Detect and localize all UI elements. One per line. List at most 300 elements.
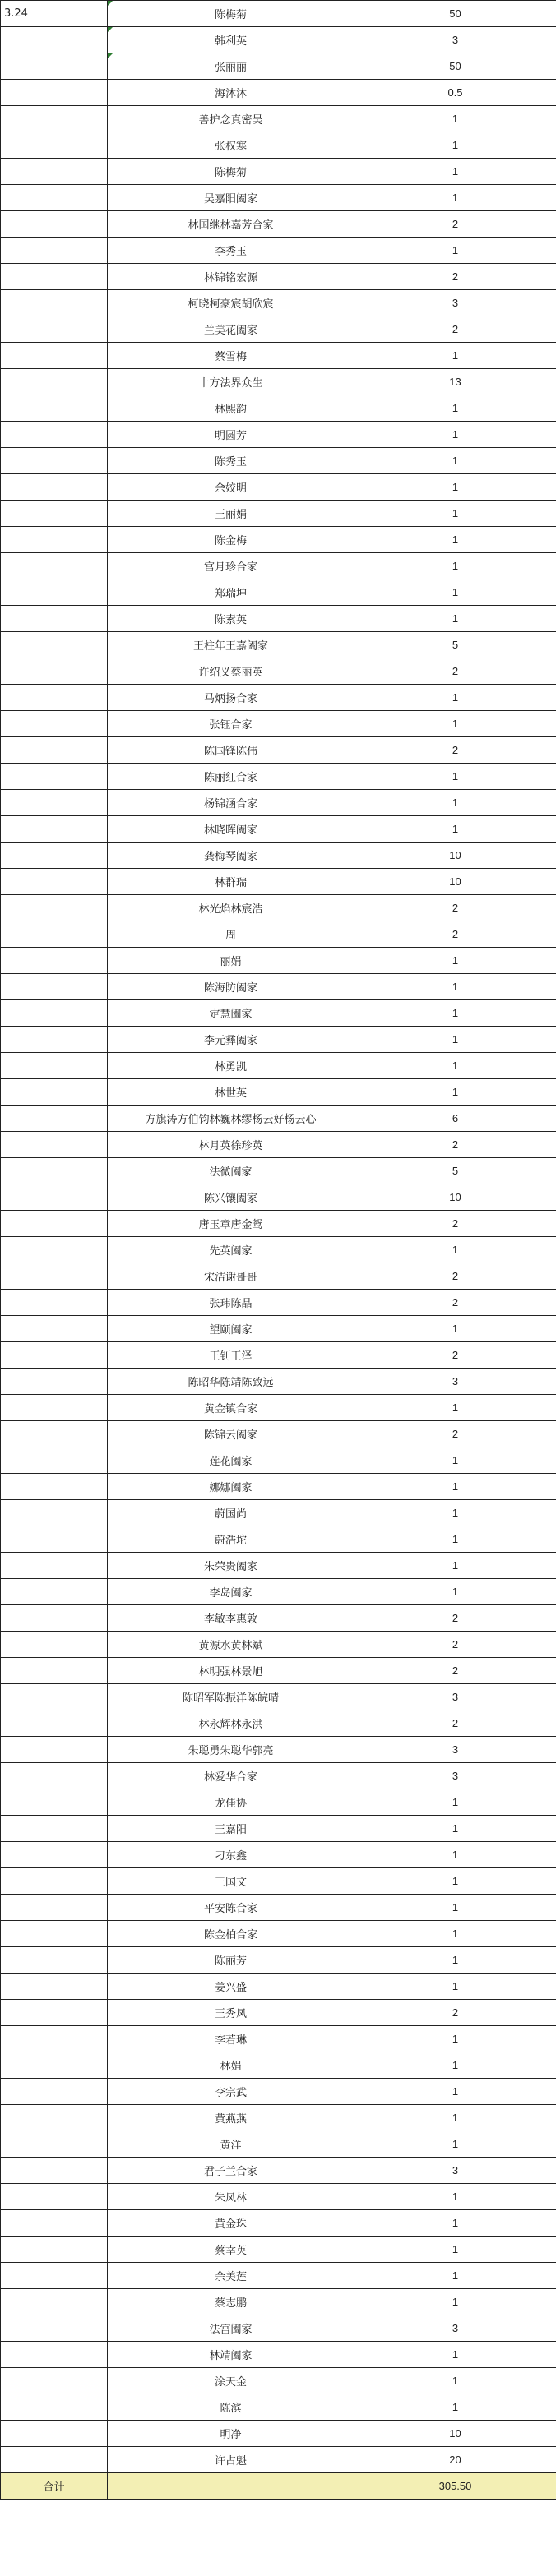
amount-cell[interactable]: 2 (354, 658, 556, 685)
amount-cell[interactable]: 3 (354, 290, 556, 316)
donor-name-cell[interactable]: 陈素英 (108, 606, 354, 632)
date-cell[interactable] (1, 211, 108, 238)
amount-cell[interactable]: 1 (354, 1789, 556, 1816)
donor-name-cell[interactable]: 王钊王泽 (108, 1342, 354, 1369)
donor-name-cell[interactable]: 林永辉林永洪 (108, 1710, 354, 1737)
date-cell[interactable] (1, 1106, 108, 1132)
amount-cell[interactable]: 2 (354, 1632, 556, 1658)
table-row (1, 2368, 556, 2394)
amount-cell[interactable]: 2 (354, 895, 556, 921)
date-cell[interactable] (1, 2131, 108, 2158)
table-row (1, 1106, 556, 1132)
amount-cell[interactable]: 1 (354, 185, 556, 211)
donor-name-cell[interactable]: 王丽娟 (108, 501, 354, 527)
donor-name-cell[interactable]: 先英阖家 (108, 1237, 354, 1263)
amount-cell[interactable]: 1 (354, 1447, 556, 1474)
donor-name-cell[interactable]: 蔡幸英 (108, 2237, 354, 2263)
total-amount[interactable]: 305.50 (354, 2473, 556, 2500)
donor-name-cell[interactable]: 李敏李惠敦 (108, 1605, 354, 1632)
donor-name-cell[interactable]: 陈秀玉 (108, 448, 354, 474)
donor-name-cell[interactable]: 李宗武 (108, 2079, 354, 2105)
donor-name-cell[interactable]: 李元彝阖家 (108, 1027, 354, 1053)
table-row (1, 448, 556, 474)
donor-name-cell[interactable]: 张权寒 (108, 132, 354, 159)
table-row (1, 132, 556, 159)
amount-cell[interactable]: 10 (354, 843, 556, 869)
amount-cell[interactable]: 1 (354, 1079, 556, 1106)
amount-cell[interactable]: 1 (354, 1474, 556, 1500)
donor-name-cell[interactable]: 林勇凯 (108, 1053, 354, 1079)
date-cell[interactable] (1, 1868, 108, 1895)
date-cell[interactable] (1, 2026, 108, 2052)
amount-cell[interactable]: 2 (354, 921, 556, 948)
amount-cell[interactable]: 3 (354, 1369, 556, 1395)
amount-cell[interactable]: 6 (354, 1106, 556, 1132)
donor-name-cell[interactable]: 法微阖家 (108, 1158, 354, 1184)
amount-cell[interactable]: 1 (354, 2184, 556, 2210)
date-cell[interactable] (1, 1079, 108, 1106)
date-cell[interactable] (1, 632, 108, 658)
date-cell[interactable] (1, 1474, 108, 1500)
donor-name-cell[interactable]: 林熙韵 (108, 395, 354, 422)
date-cell[interactable] (1, 1579, 108, 1605)
date-cell[interactable] (1, 606, 108, 632)
donor-name-cell[interactable]: 林靖阖家 (108, 2342, 354, 2368)
date-cell[interactable] (1, 816, 108, 843)
date-cell[interactable] (1, 895, 108, 921)
amount-cell[interactable]: 2 (354, 211, 556, 238)
table-row (1, 1763, 556, 1789)
date-cell[interactable] (1, 159, 108, 185)
amount-cell[interactable]: 0.5 (354, 80, 556, 106)
date-cell[interactable] (1, 1526, 108, 1553)
date-cell[interactable] (1, 2210, 108, 2237)
date-cell[interactable] (1, 1000, 108, 1027)
donor-name-cell[interactable]: 娜娜阖家 (108, 1474, 354, 1500)
donor-name-cell[interactable]: 姜兴盛 (108, 1974, 354, 2000)
amount-cell[interactable]: 1 (354, 1053, 556, 1079)
donor-name-cell[interactable]: 善护念真密吴 (108, 106, 354, 132)
donor-name-cell[interactable]: 王秀凤 (108, 2000, 354, 2026)
amount-cell[interactable]: 1 (354, 2026, 556, 2052)
amount-cell[interactable]: 1 (354, 422, 556, 448)
amount-cell[interactable]: 2 (354, 1211, 556, 1237)
donor-name-cell[interactable]: 陈海防阖家 (108, 974, 354, 1000)
amount-cell[interactable]: 1 (354, 1500, 556, 1526)
donor-name-cell[interactable]: 李岛阖家 (108, 1579, 354, 1605)
donor-name-cell[interactable]: 王柱年王嘉阖家 (108, 632, 354, 658)
date-cell[interactable] (1, 1184, 108, 1211)
amount-cell[interactable]: 3 (354, 2158, 556, 2184)
amount-cell[interactable]: 1 (354, 1000, 556, 1027)
donor-name-cell[interactable]: 陈国锋陈伟 (108, 737, 354, 764)
date-cell[interactable] (1, 948, 108, 974)
donor-name-cell[interactable]: 蔡雪梅 (108, 343, 354, 369)
amount-cell[interactable]: 1 (354, 1579, 556, 1605)
donor-name-cell[interactable]: 唐玉章唐金鸳 (108, 1211, 354, 1237)
amount-cell[interactable]: 1 (354, 1316, 556, 1342)
donor-name-cell[interactable]: 黄洋 (108, 2131, 354, 2158)
donor-name-cell[interactable]: 龙佳协 (108, 1789, 354, 1816)
amount-cell[interactable]: 2 (354, 1132, 556, 1158)
amount-cell[interactable]: 1 (354, 948, 556, 974)
amount-cell[interactable]: 3 (354, 2315, 556, 2342)
amount-cell[interactable]: 2 (354, 1605, 556, 1632)
date-cell[interactable] (1, 711, 108, 737)
donor-name-cell[interactable]: 柯晓柯豪宸胡欣宸 (108, 290, 354, 316)
donor-name-cell[interactable]: 黄源水黄林斌 (108, 1632, 354, 1658)
donor-name-cell[interactable]: 王国文 (108, 1868, 354, 1895)
donor-name-cell[interactable]: 平安陈合家 (108, 1895, 354, 1921)
amount-cell[interactable]: 50 (354, 53, 556, 80)
date-cell[interactable] (1, 790, 108, 816)
date-cell[interactable] (1, 1369, 108, 1395)
amount-cell[interactable]: 2 (354, 1263, 556, 1290)
donor-name-cell[interactable]: 许占魁 (108, 2447, 354, 2473)
date-cell[interactable] (1, 395, 108, 422)
amount-cell[interactable]: 1 (354, 238, 556, 264)
date-cell[interactable] (1, 974, 108, 1000)
amount-cell[interactable]: 5 (354, 1158, 556, 1184)
date-cell[interactable] (1, 1921, 108, 1947)
date-cell[interactable] (1, 2000, 108, 2026)
date-cell[interactable] (1, 27, 108, 53)
donor-name-cell[interactable]: 兰美花阖家 (108, 316, 354, 343)
amount-cell[interactable]: 1 (354, 132, 556, 159)
donor-name-cell[interactable]: 龚梅琴阖家 (108, 843, 354, 869)
date-cell[interactable] (1, 106, 108, 132)
table-row (1, 1789, 556, 1816)
amount-cell[interactable]: 1 (354, 1895, 556, 1921)
amount-cell[interactable]: 2 (354, 737, 556, 764)
date-cell[interactable] (1, 1974, 108, 2000)
amount-cell[interactable]: 2 (354, 2000, 556, 2026)
donor-name-cell[interactable]: 陈锦云阖家 (108, 1421, 354, 1447)
amount-cell[interactable]: 1 (354, 2105, 556, 2131)
donor-name-cell[interactable]: 黄金镇合家 (108, 1395, 354, 1421)
amount-cell[interactable]: 10 (354, 869, 556, 895)
amount-cell[interactable]: 1 (354, 2342, 556, 2368)
date-cell[interactable] (1, 290, 108, 316)
date-cell[interactable] (1, 80, 108, 106)
amount-cell[interactable]: 1 (354, 474, 556, 501)
amount-cell[interactable]: 3 (354, 1737, 556, 1763)
amount-cell[interactable]: 1 (354, 395, 556, 422)
date-cell[interactable] (1, 1632, 108, 1658)
amount-cell[interactable]: 1 (354, 2368, 556, 2394)
date-cell[interactable] (1, 1789, 108, 1816)
date-cell[interactable] (1, 1500, 108, 1526)
date-cell[interactable] (1, 1027, 108, 1053)
table-row (1, 790, 556, 816)
date-cell[interactable] (1, 185, 108, 211)
table-row (1, 1974, 556, 2000)
donor-name-cell[interactable]: 陈金梅 (108, 527, 354, 553)
donor-name-cell[interactable]: 林世英 (108, 1079, 354, 1106)
date-cell[interactable] (1, 2052, 108, 2079)
donor-name-cell[interactable]: 马炳扬合家 (108, 685, 354, 711)
donor-name-cell[interactable]: 黄燕燕 (108, 2105, 354, 2131)
amount-cell[interactable]: 1 (354, 1974, 556, 2000)
donor-name-cell[interactable]: 蔚浩坨 (108, 1526, 354, 1553)
date-cell[interactable] (1, 2421, 108, 2447)
amount-cell[interactable]: 5 (354, 632, 556, 658)
donor-name-cell[interactable]: 陈梅菊 (108, 1, 354, 27)
date-cell[interactable] (1, 921, 108, 948)
date-cell[interactable] (1, 2394, 108, 2421)
date-cell[interactable] (1, 2368, 108, 2394)
date-cell[interactable] (1, 2237, 108, 2263)
donor-name-cell[interactable]: 朱聪勇朱聪华郭亮 (108, 1737, 354, 1763)
date-cell[interactable] (1, 553, 108, 579)
donor-name-cell[interactable]: 陈丽红合家 (108, 764, 354, 790)
donor-name-cell[interactable]: 李秀玉 (108, 238, 354, 264)
amount-cell[interactable]: 1 (354, 816, 556, 843)
date-cell[interactable] (1, 369, 108, 395)
amount-cell[interactable]: 20 (354, 2447, 556, 2473)
amount-cell[interactable]: 50 (354, 1, 556, 27)
table-row (1, 1500, 556, 1526)
donor-name-cell[interactable]: 王嘉阳 (108, 1816, 354, 1842)
date-cell[interactable] (1, 316, 108, 343)
amount-cell[interactable]: 10 (354, 1184, 556, 1211)
date-cell[interactable] (1, 1947, 108, 1974)
donor-name-cell[interactable]: 朱荣贵阖家 (108, 1553, 354, 1579)
amount-cell[interactable]: 1 (354, 790, 556, 816)
amount-cell[interactable]: 2 (354, 1658, 556, 1684)
donor-name-cell[interactable]: 张丽丽 (108, 53, 354, 80)
donor-name-cell[interactable]: 涂天金 (108, 2368, 354, 2394)
donor-name-cell[interactable]: 郑瑞坤 (108, 579, 354, 606)
amount-cell[interactable]: 3 (354, 27, 556, 53)
date-cell[interactable] (1, 1658, 108, 1684)
amount-cell[interactable]: 1 (354, 2289, 556, 2315)
date-cell[interactable] (1, 2289, 108, 2315)
amount-cell[interactable]: 1 (354, 343, 556, 369)
table-row (1, 764, 556, 790)
amount-cell[interactable]: 1 (354, 1816, 556, 1842)
date-cell[interactable] (1, 2315, 108, 2342)
table-row (1, 1895, 556, 1921)
donor-name-cell[interactable]: 林月英徐珍英 (108, 1132, 354, 1158)
date-cell[interactable] (1, 2079, 108, 2105)
donor-name-cell[interactable]: 林明强林景旭 (108, 1658, 354, 1684)
amount-cell[interactable]: 13 (354, 369, 556, 395)
amount-cell[interactable]: 1 (354, 1553, 556, 1579)
date-cell[interactable] (1, 1605, 108, 1632)
donor-name-cell[interactable]: 陈兴镶阖家 (108, 1184, 354, 1211)
donor-name-cell[interactable]: 陈丽芳 (108, 1947, 354, 1974)
date-cell[interactable] (1, 1895, 108, 1921)
table-row (1, 343, 556, 369)
date-cell[interactable] (1, 685, 108, 711)
donor-name-cell[interactable]: 黄金珠 (108, 2210, 354, 2237)
donor-name-cell[interactable]: 陈金柏合家 (108, 1921, 354, 1947)
date-cell[interactable] (1, 843, 108, 869)
date-cell[interactable] (1, 1263, 108, 1290)
date-cell[interactable] (1, 2184, 108, 2210)
date-cell[interactable] (1, 264, 108, 290)
donor-name-cell[interactable]: 韩利英 (108, 27, 354, 53)
amount-cell[interactable]: 1 (354, 685, 556, 711)
amount-cell[interactable]: 1 (354, 1921, 556, 1947)
donor-name-cell[interactable]: 陈昭华陈靖陈致远 (108, 1369, 354, 1395)
amount-cell[interactable]: 1 (354, 527, 556, 553)
date-cell[interactable] (1, 2447, 108, 2473)
donor-name-cell[interactable]: 张玮陈晶 (108, 1290, 354, 1316)
date-cell[interactable] (1, 658, 108, 685)
donor-name-cell[interactable]: 丽娟 (108, 948, 354, 974)
amount-cell[interactable]: 1 (354, 501, 556, 527)
date-cell[interactable] (1, 1342, 108, 1369)
date-cell[interactable] (1, 2158, 108, 2184)
amount-cell[interactable]: 3 (354, 1763, 556, 1789)
amount-cell[interactable]: 1 (354, 764, 556, 790)
amount-cell[interactable]: 2 (354, 264, 556, 290)
donor-name-cell[interactable]: 林群瑞 (108, 869, 354, 895)
date-cell[interactable] (1, 1158, 108, 1184)
donor-name-cell[interactable]: 余姣明 (108, 474, 354, 501)
table-row (1, 1369, 556, 1395)
amount-cell[interactable]: 1 (354, 974, 556, 1000)
donor-name-cell[interactable]: 蔡志鹏 (108, 2289, 354, 2315)
donor-name-cell[interactable]: 明净 (108, 2421, 354, 2447)
amount-cell[interactable]: 1 (354, 579, 556, 606)
date-cell[interactable] (1, 501, 108, 527)
date-cell[interactable] (1, 1290, 108, 1316)
amount-cell[interactable]: 1 (354, 2210, 556, 2237)
donor-name-cell[interactable]: 杨锦涵合家 (108, 790, 354, 816)
date-cell[interactable] (1, 869, 108, 895)
donor-name-cell[interactable]: 明圆芳 (108, 422, 354, 448)
donor-name-cell[interactable]: 吴嘉阳阖家 (108, 185, 354, 211)
donor-name-cell[interactable]: 李若琳 (108, 2026, 354, 2052)
amount-cell[interactable]: 2 (354, 1710, 556, 1737)
date-cell[interactable] (1, 343, 108, 369)
amount-cell[interactable]: 1 (354, 1842, 556, 1868)
donor-name-cell[interactable]: 法宫阖家 (108, 2315, 354, 2342)
donor-name-cell[interactable]: 林晓晖阖家 (108, 816, 354, 843)
amount-cell[interactable]: 1 (354, 1395, 556, 1421)
amount-cell[interactable]: 1 (354, 2052, 556, 2079)
date-cell[interactable] (1, 1395, 108, 1421)
donor-name-cell[interactable]: 周 (108, 921, 354, 948)
donor-name-cell[interactable]: 君子兰合家 (108, 2158, 354, 2184)
amount-cell[interactable]: 1 (354, 553, 556, 579)
amount-cell[interactable]: 1 (354, 106, 556, 132)
amount-cell[interactable]: 1 (354, 1868, 556, 1895)
date-cell[interactable] (1, 53, 108, 80)
amount-cell[interactable]: 1 (354, 711, 556, 737)
total-label[interactable]: 合计 (1, 2473, 108, 2500)
date-cell[interactable] (1, 737, 108, 764)
date-cell[interactable] (1, 2105, 108, 2131)
date-cell[interactable] (1, 1421, 108, 1447)
date-cell[interactable] (1, 1763, 108, 1789)
donor-name-cell[interactable]: 林娟 (108, 2052, 354, 2079)
donor-name-cell[interactable]: 刁东鑫 (108, 1842, 354, 1868)
date-cell[interactable] (1, 527, 108, 553)
date-cell[interactable] (1, 1842, 108, 1868)
amount-cell[interactable]: 1 (354, 606, 556, 632)
donor-name-cell[interactable]: 陈梅菊 (108, 159, 354, 185)
amount-cell[interactable]: 1 (354, 2079, 556, 2105)
amount-cell[interactable]: 1 (354, 1947, 556, 1974)
date-cell[interactable] (1, 764, 108, 790)
donor-name-cell[interactable]: 许绍义蔡丽英 (108, 658, 354, 685)
donor-name-cell[interactable]: 陈滨 (108, 2394, 354, 2421)
date-cell[interactable] (1, 1211, 108, 1237)
donor-name-cell[interactable]: 十方法界众生 (108, 369, 354, 395)
date-cell[interactable] (1, 579, 108, 606)
donor-name-cell[interactable]: 张钰合家 (108, 711, 354, 737)
date-cell[interactable] (1, 1132, 108, 1158)
date-cell[interactable] (1, 1053, 108, 1079)
table-row (1, 80, 556, 106)
donor-name-cell[interactable]: 宫月珍合家 (108, 553, 354, 579)
date-cell[interactable] (1, 1816, 108, 1842)
amount-cell[interactable]: 3 (354, 1684, 556, 1710)
donor-name-cell[interactable]: 定慧阖家 (108, 1000, 354, 1027)
amount-cell[interactable]: 1 (354, 1027, 556, 1053)
donor-name-cell[interactable]: 海沐沐 (108, 80, 354, 106)
amount-cell[interactable]: 1 (354, 1237, 556, 1263)
amount-cell[interactable]: 2 (354, 1342, 556, 1369)
amount-cell[interactable]: 1 (354, 159, 556, 185)
date-cell[interactable] (1, 1737, 108, 1763)
amount-cell[interactable]: 2 (354, 1290, 556, 1316)
amount-cell[interactable]: 1 (354, 2263, 556, 2289)
donor-name-cell[interactable]: 林国继林嘉芳合家 (108, 211, 354, 238)
date-cell[interactable] (1, 1237, 108, 1263)
donor-name-cell[interactable]: 林爱华合家 (108, 1763, 354, 1789)
amount-cell[interactable]: 2 (354, 1421, 556, 1447)
amount-cell[interactable]: 10 (354, 2421, 556, 2447)
amount-cell[interactable]: 1 (354, 2237, 556, 2263)
donor-name-cell[interactable]: 陈昭军陈振洋陈皖晴 (108, 1684, 354, 1710)
table-row (1, 501, 556, 527)
amount-cell[interactable]: 1 (354, 448, 556, 474)
date-cell[interactable] (1, 448, 108, 474)
donor-name-cell[interactable]: 林锦铭宏源 (108, 264, 354, 290)
amount-cell[interactable]: 1 (354, 2131, 556, 2158)
donor-name-cell[interactable]: 蔚国尚 (108, 1500, 354, 1526)
date-cell[interactable] (1, 2342, 108, 2368)
donor-name-cell[interactable]: 方旗涛方伯钧林巍林缪杨云好杨云心 (108, 1106, 354, 1132)
date-cell[interactable] (1, 1553, 108, 1579)
date-cell[interactable] (1, 238, 108, 264)
donor-name-cell[interactable]: 莲花阖家 (108, 1447, 354, 1474)
date-cell[interactable]: 3.24 (1, 1, 108, 27)
amount-cell[interactable]: 1 (354, 1526, 556, 1553)
date-cell[interactable] (1, 1316, 108, 1342)
date-cell[interactable] (1, 1684, 108, 1710)
donor-name-cell[interactable]: 宋洁谢哥哥 (108, 1263, 354, 1290)
date-cell[interactable] (1, 422, 108, 448)
date-cell[interactable] (1, 2263, 108, 2289)
donor-name-cell[interactable]: 望颐阖家 (108, 1316, 354, 1342)
date-cell[interactable] (1, 1447, 108, 1474)
total-empty-cell[interactable] (108, 2473, 354, 2500)
amount-cell[interactable]: 1 (354, 2394, 556, 2421)
date-cell[interactable] (1, 132, 108, 159)
donor-name-cell[interactable]: 朱凤林 (108, 2184, 354, 2210)
date-cell[interactable] (1, 1710, 108, 1737)
donor-name-cell[interactable]: 余美莲 (108, 2263, 354, 2289)
donor-name-cell[interactable]: 林光焰林宸浩 (108, 895, 354, 921)
amount-cell[interactable]: 2 (354, 316, 556, 343)
date-cell[interactable] (1, 474, 108, 501)
